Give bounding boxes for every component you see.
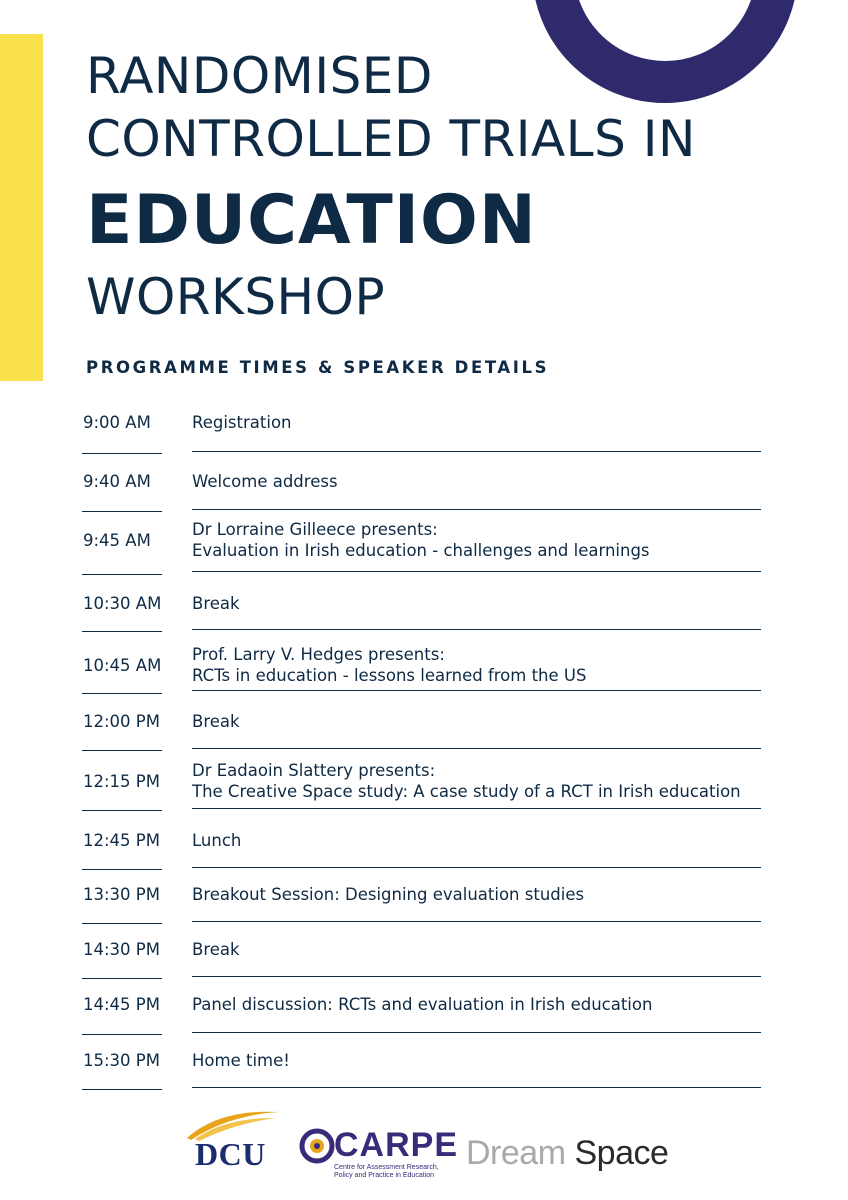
dreamspace-dream-text: Dream [466, 1134, 566, 1172]
schedule-time: 12:15 PM [83, 772, 160, 791]
description-divider [192, 1087, 761, 1088]
carpe-emblem-icon [299, 1128, 335, 1164]
description-divider [192, 451, 761, 452]
schedule-description: Lunch [192, 831, 242, 850]
time-divider [82, 1089, 162, 1090]
schedule-description: Break [192, 594, 240, 613]
schedule-description: Panel discussion: RCTs and evaluation in Irish education [192, 995, 653, 1014]
time-divider [82, 978, 162, 979]
schedule-time: 14:45 PM [83, 995, 160, 1014]
carpe-logo-text: CARPE [334, 1126, 459, 1164]
time-divider [82, 1034, 162, 1035]
title-line-1: RANDOMISED [86, 47, 433, 105]
time-divider [82, 574, 162, 575]
description-divider [192, 748, 761, 749]
schedule-time: 9:45 AM [83, 531, 151, 550]
schedule-description: Registration [192, 413, 292, 432]
description-divider [192, 808, 761, 809]
description-divider [192, 976, 761, 977]
description-divider [192, 921, 761, 922]
schedule-time: 10:30 AM [83, 594, 162, 613]
description-divider [192, 1032, 761, 1033]
schedule-time: 12:00 PM [83, 712, 160, 731]
description-divider [192, 571, 761, 572]
schedule-description: Breakout Session: Designing evaluation studies [192, 885, 585, 904]
time-divider [82, 810, 162, 811]
schedule-description: Welcome address [192, 472, 338, 491]
dreamspace-logo [466, 1134, 668, 1173]
carpe-tagline [334, 1164, 439, 1180]
carpe-tagline-line-1: Centre for Assessment Research, [334, 1164, 439, 1171]
schedule-time: 13:30 PM [83, 885, 160, 904]
schedule-time: 15:30 PM [83, 1051, 160, 1070]
schedule-description: Home time! [192, 1051, 290, 1070]
schedule-time: 9:00 AM [83, 413, 151, 432]
description-divider [192, 629, 761, 630]
dreamspace-space-text: Space [574, 1134, 669, 1172]
schedule-time: 9:40 AM [83, 472, 151, 491]
schedule-time: 14:30 PM [83, 940, 160, 959]
time-divider [82, 511, 162, 512]
schedule-time: 10:45 AM [83, 656, 162, 675]
sponsor-logos [0, 1100, 848, 1200]
schedule-time: 12:45 PM [83, 831, 160, 850]
carpe-tagline-line-2: Policy and Practice in Education [334, 1172, 434, 1179]
title-line-3: EDUCATION [86, 181, 537, 260]
schedule-description: Break [192, 940, 240, 959]
time-divider [82, 869, 162, 870]
time-divider [82, 693, 162, 694]
title-line-4: WORKSHOP [86, 268, 386, 326]
schedule-description-line-2: Evaluation in Irish education - challenges and learnings [192, 541, 650, 560]
time-divider [82, 750, 162, 751]
time-divider [82, 923, 162, 924]
title-line-2: CONTROLLED TRIALS IN [86, 110, 696, 168]
schedule-description-line-2: The Creative Space study: A case study of a RCT in Irish education [192, 782, 741, 801]
schedule-description: Break [192, 712, 240, 731]
time-divider [82, 631, 162, 632]
description-divider [192, 509, 761, 510]
dcu-logo-text: DCU [195, 1136, 266, 1172]
schedule-description: Prof. Larry V. Hedges presents: [192, 645, 445, 664]
schedule-description-line-2: RCTs in education - lessons learned from the US [192, 666, 587, 685]
description-divider [192, 690, 761, 691]
schedule-description: Dr Lorraine Gilleece presents: [192, 520, 438, 539]
description-divider [192, 867, 761, 868]
time-divider [82, 453, 162, 454]
section-subtitle: PROGRAMME TIMES & SPEAKER DETAILS [86, 358, 550, 377]
schedule-description: Dr Eadaoin Slattery presents: [192, 761, 436, 780]
